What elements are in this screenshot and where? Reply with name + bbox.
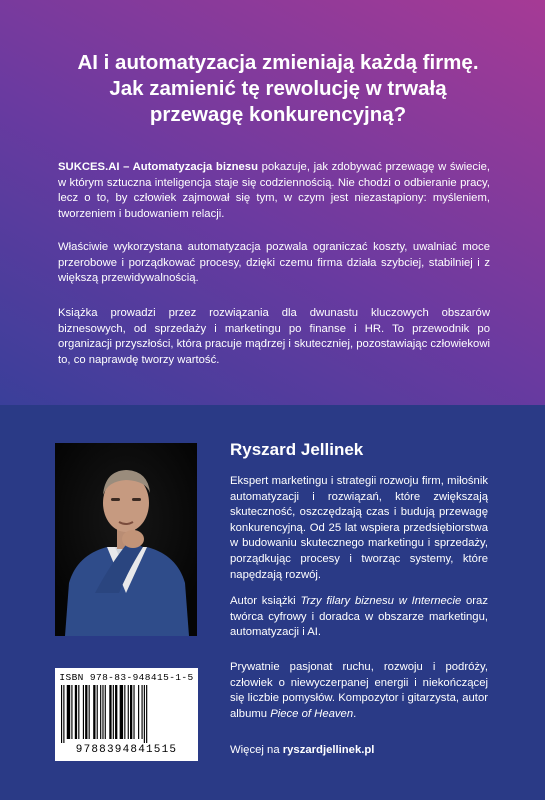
back-cover-headline xyxy=(58,50,498,128)
barcode-bar xyxy=(83,685,84,739)
barcode-bar xyxy=(124,685,125,739)
isbn-barcode xyxy=(55,668,198,761)
barcode-bar xyxy=(142,685,143,739)
previous-book-title: Trzy filary biznesu w Internecie xyxy=(300,595,462,607)
barcode-bar xyxy=(67,685,70,739)
album-title: Piece of Heaven xyxy=(270,707,354,720)
barcode-bars xyxy=(61,685,192,743)
book-title-bold: SUKCES.AI – Automatyzacja biznesu xyxy=(58,161,258,173)
headline-line-1: AI i automatyzacja zmieniają każdą firmę. xyxy=(77,51,479,74)
description-paragraph-1 xyxy=(58,160,490,222)
barcode-bar xyxy=(146,685,147,743)
barcode-bar xyxy=(144,685,145,743)
author-bio-paragraph-2 xyxy=(230,594,488,641)
website-line xyxy=(230,744,374,756)
description-paragraph-3: Książka prowadzi przez rozwiązania dla dwunastu kluczowych obszarów biznesowych, od sprzedaży i marketingu po finanse i HR. To przewodnik po organizacji przyszłości, która pracuje mądrzej i skuteczniej, pozostawiając człowiekowi to, co naprawdę tworzy wartość. xyxy=(58,307,490,366)
headline-line-2: Jak zamienić tę rewolucję w trwałą xyxy=(109,77,447,100)
barcode-bar xyxy=(78,685,79,739)
author-bio-2-suffix: oraz twórca cyfrowy i doradca w obszarze marketingu, automatyzacji i AI. xyxy=(230,595,488,639)
author-name: Ryszard Jellinek xyxy=(230,440,364,459)
barcode-bar xyxy=(105,685,106,739)
barcode-digits: 9788394841515 xyxy=(75,744,178,756)
barcode-bar xyxy=(120,685,123,739)
barcode-bar xyxy=(138,685,139,739)
author-bio-3-prefix: Prywatnie pasjonat ruchu, rozwoju i podróży, człowiek o niewyczerpanej energii i niekończącej się liczbie pomysłów. Kompozytor i gitarzysta, autor albumu xyxy=(230,661,488,720)
isbn-label: ISBN 978-83-948415-1-5 xyxy=(59,672,194,683)
website-link[interactable]: ryszardjellinek.pl xyxy=(282,744,375,756)
barcode-bar xyxy=(75,685,77,739)
description-paragraph-2: Właściwie wykorzystana automatyzacja pozwala ograniczać koszty, uwalniać moce przerobowe i porządkować procesy, dzięki czemu firma działa szybciej, stabilniej i z większą przewidywalnością. xyxy=(58,241,490,284)
barcode-bar xyxy=(133,685,134,739)
author-bio-3-suffix: . xyxy=(353,707,357,720)
description-paragraph-1-text: pokazuje, jak zdobywać przewagę w świecie, w którym sztuczna inteligencja staje się codziennością. Nie chodzi o odbieranie pracy, lecz o to, by człowiek zajmował się tym, w czym jest niezastąpiony: myśleniem, tworzeniem i budowaniem relacji. xyxy=(58,161,491,220)
barcode-bar xyxy=(113,685,114,739)
author-bio-paragraph-3 xyxy=(230,660,488,722)
barcode-bar xyxy=(97,685,98,739)
barcode-bar xyxy=(109,685,111,739)
barcode-bar xyxy=(89,685,90,739)
barcode-bar xyxy=(102,685,103,739)
author-bio-paragraph-1: Ekspert marketingu i strategii rozwoju firm, miłośnik automatyzacji i rozwiązań, które zwiększają skuteczność, oszczędzają czas i budują przewagę konkurencyjną. Od 25 lat wspiera przedsiębiorstwa w budowaniu skutecznego marketingu i sprzedaży, porządkując procesy i tworząc systemy, które napędzają rozwój. xyxy=(230,475,488,581)
author-portrait-illustration xyxy=(55,443,197,636)
barcode-bar xyxy=(63,685,64,743)
barcode-bar xyxy=(71,685,72,739)
barcode-bar xyxy=(61,685,62,743)
barcode-bar xyxy=(100,685,101,739)
barcode-bar xyxy=(130,685,132,739)
author-bio-2-prefix: Autor książki xyxy=(230,595,301,607)
barcode-bar xyxy=(93,685,95,739)
headline-line-3: przewagę konkurencyjną? xyxy=(149,103,407,126)
author-photo xyxy=(55,443,197,636)
website-prefix: Więcej na xyxy=(230,744,283,756)
barcode-bar xyxy=(85,685,87,739)
barcode-bar xyxy=(115,685,117,739)
barcode-bar xyxy=(128,685,129,739)
